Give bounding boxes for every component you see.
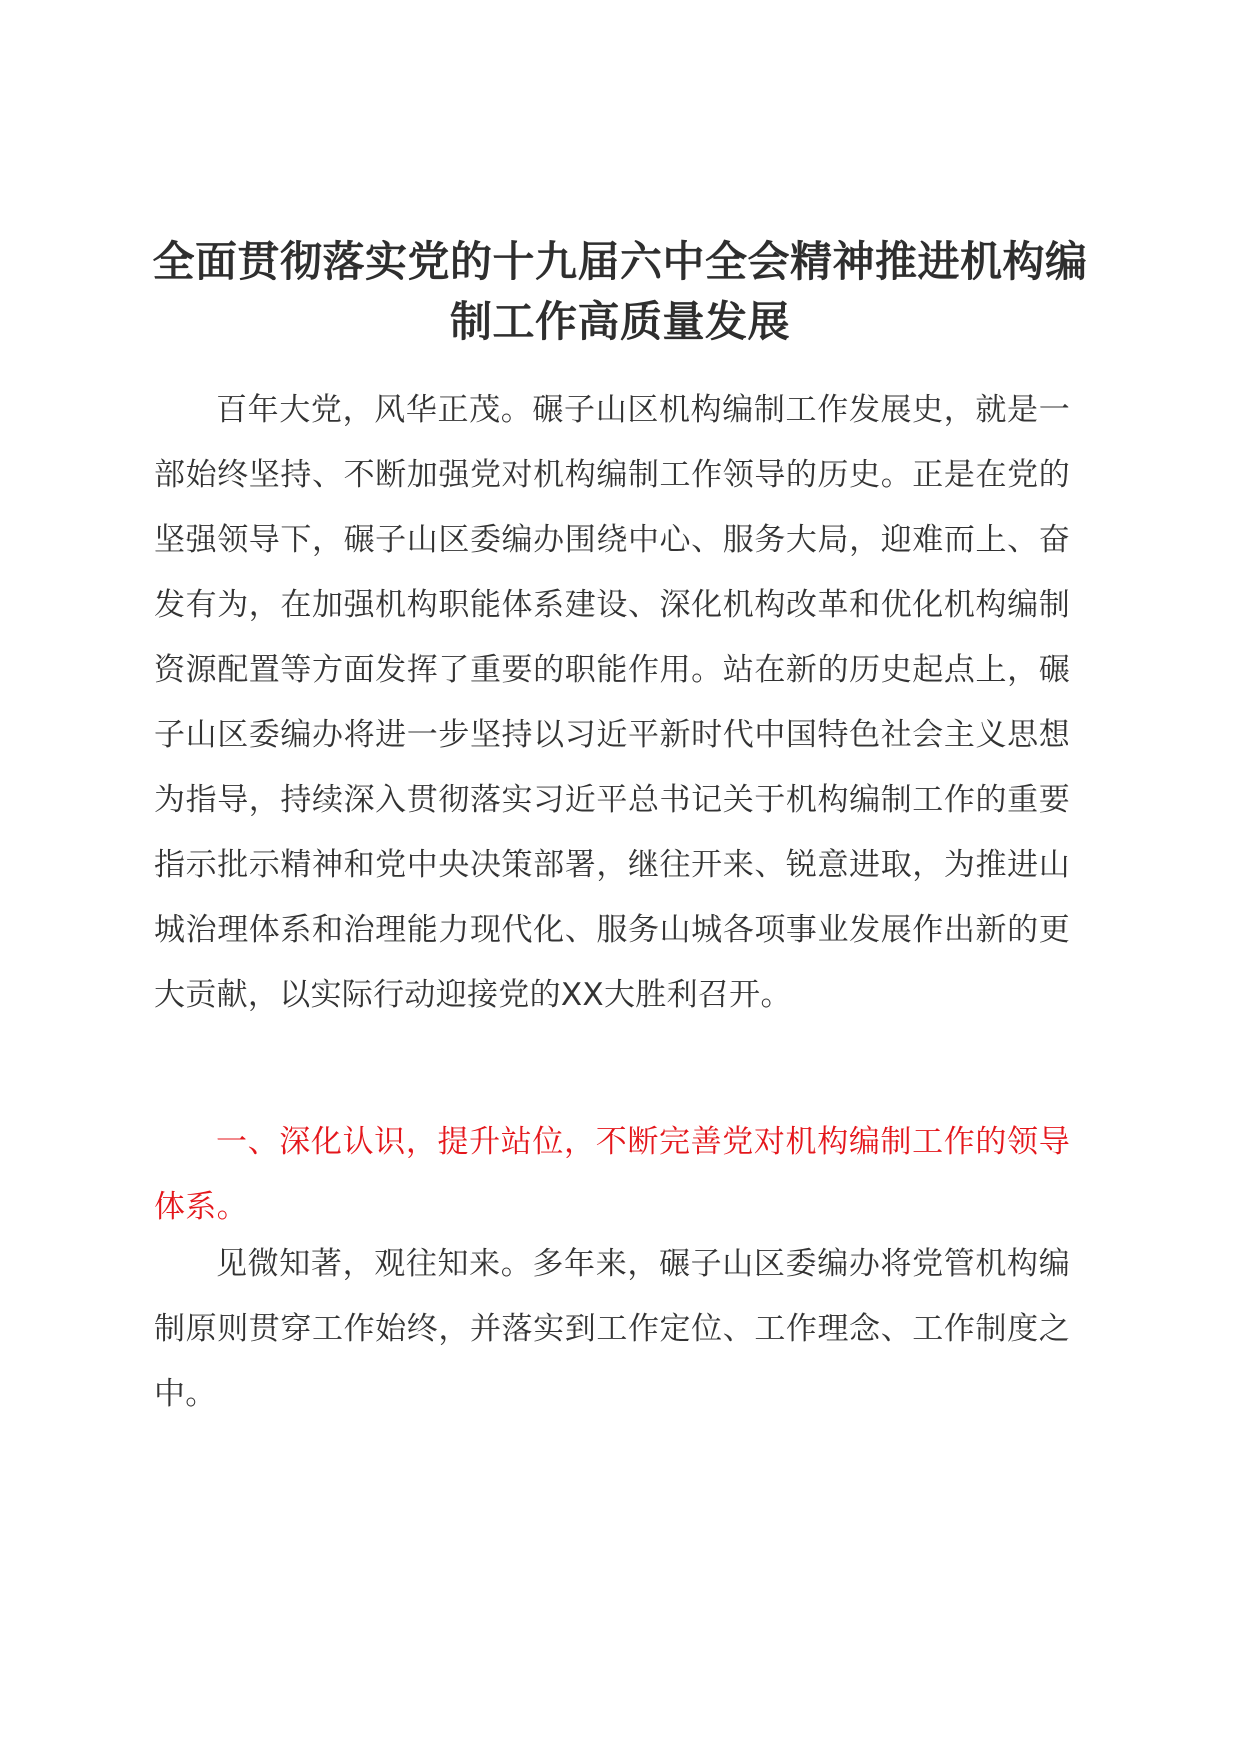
paragraph-intro: 百年大党，风华正茂。碾子山区机构编制工作发展史，就是一部始终坚持、不断加强党对机构编制工作领导的历史。正是在党的坚强领导下，碾子山区委编办围绕中心、服务大局，迎难而上、奋发有为，在加强机构职能体系建设、深化机构改革和优化机构编制资源配置等方面发挥了重要的职能作用。站在新的历史起点上，碾子山区委编办将进一步坚持以习近平新时代中国特色社会主义思想为指导，持续深入贯彻落实习近平总书记关于机构编制工作的重要指示批示精神和党中央决策部署，继往开来、锐意进取，为推进山城治理体系和治理能力现代化、服务山城各项事业发展作出新的更大贡献，以实际行动迎接党的XX大胜利召开。 [154,392,1070,1013]
document-title: 全面贯彻落实党的十九届六中全会精神推进机构编制工作高质量发展 [152,237,1088,346]
section-heading-1: 一、深化认识，提升站位，不断完善党对机构编制工作的领导体系。 [154,1124,1070,1225]
paragraph-section-1: 见微知著，观往知来。多年来，碾子山区委编办将党管机构编制原则贯穿工作始终，并落实到工作定位、工作理念、工作制度之中。 [154,1246,1070,1412]
